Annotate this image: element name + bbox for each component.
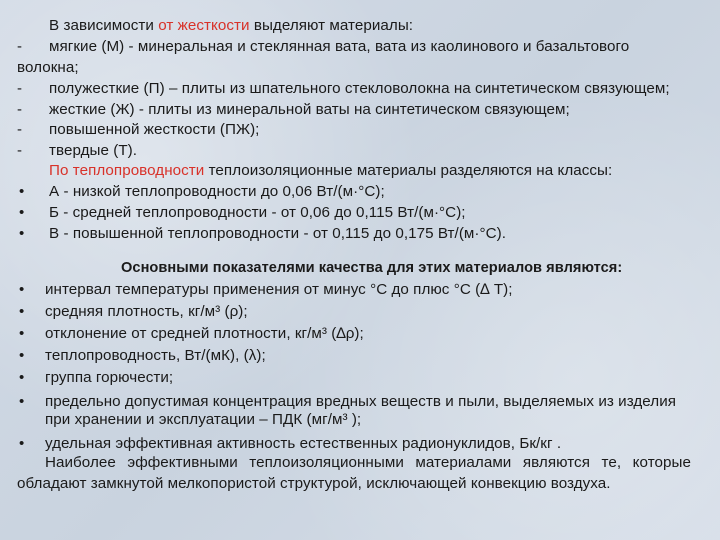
conclusion-line-2: обладают замкнутой мелкопористой структурой, исключающей конвекцию воздуха.: [17, 475, 611, 492]
quality-item-conductivity: теплопроводность, Вт/(мК), (λ);: [45, 347, 266, 364]
thermal-class-c: В - повышенной теплопроводности - от 0,115 до 0,175 Вт/(м·°С).: [49, 225, 507, 242]
intro-prefix: В зависимости: [49, 17, 159, 34]
thermal-intro-highlight: По теплопроводности: [49, 162, 205, 179]
dash-marker: -: [17, 38, 22, 55]
intro-highlight: от жесткости: [158, 17, 250, 34]
quality-heading: Основными показателями качества для этих материалов являются:: [121, 260, 623, 276]
bullet-marker: •: [19, 347, 25, 364]
conclusion-line-1: Наиболее эффективными теплоизоляционными материалами являются те, которые: [45, 454, 691, 471]
quality-item-density-deviation: отклонение от средней плотности, кг/м³ (∆ρ);: [45, 325, 364, 342]
bullet-marker: •: [19, 225, 25, 242]
stiffness-item-soft: мягкие (М) - минеральная и стеклянная вата, вата из каолинового и базальтового: [49, 38, 630, 55]
quality-item-radionuclides: удельная эффективная активность естественных радионуклидов, Бк/кг .: [45, 435, 562, 452]
thermal-class-b: Б - средней теплопроводности - от 0,06 до 0,115 Вт/(м·°С);: [49, 204, 466, 221]
dash-marker: -: [17, 142, 22, 159]
bullet-marker: •: [19, 183, 25, 200]
stiffness-item-soft-cont: волокна;: [17, 59, 79, 76]
thermal-intro: [49, 161, 612, 181]
bullet-marker: •: [19, 325, 25, 342]
stiffness-intro: [49, 16, 413, 36]
stiffness-item-semi-rigid: полужесткие (П) – плиты из шпательного стекловолокна на синтетическом связующем;: [49, 80, 670, 97]
stiffness-item-rigid: жесткие (Ж) - плиты из минеральной ваты на синтетическом связующем;: [49, 101, 570, 118]
thermal-class-a: А - низкой теплопроводности до 0,06 Вт/(м·°С);: [49, 183, 385, 200]
dash-marker: -: [17, 101, 22, 118]
dash-marker: -: [17, 80, 22, 97]
bullet-marker: •: [19, 303, 25, 320]
bullet-marker: •: [19, 393, 25, 410]
bullet-marker: •: [19, 435, 25, 452]
quality-item-mac: предельно допустимая концентрация вредных веществ и пыли, выделяемых из изделия: [45, 393, 677, 410]
intro-suffix: выделяют материалы:: [249, 17, 414, 34]
quality-item-mac-cont: при хранении и эксплуатации – ПДК (мг/м³ );: [45, 411, 362, 428]
quality-item-temperature: интервал температуры применения от минус °С до плюс °С (∆ Т);: [45, 281, 513, 298]
bullet-marker: •: [19, 204, 25, 221]
bullet-marker: •: [19, 281, 25, 298]
quality-item-density: средняя плотность, кг/м³ (ρ);: [45, 303, 248, 320]
stiffness-item-hard: твердые (Т).: [49, 142, 138, 159]
stiffness-item-increased: повышенной жесткости (ПЖ);: [49, 121, 260, 138]
dash-marker: -: [17, 121, 22, 138]
thermal-intro-suffix: теплоизоляционные материалы разделяются на классы:: [204, 162, 613, 179]
bullet-marker: •: [19, 369, 25, 386]
quality-item-flammability: группа горючести;: [45, 369, 174, 386]
